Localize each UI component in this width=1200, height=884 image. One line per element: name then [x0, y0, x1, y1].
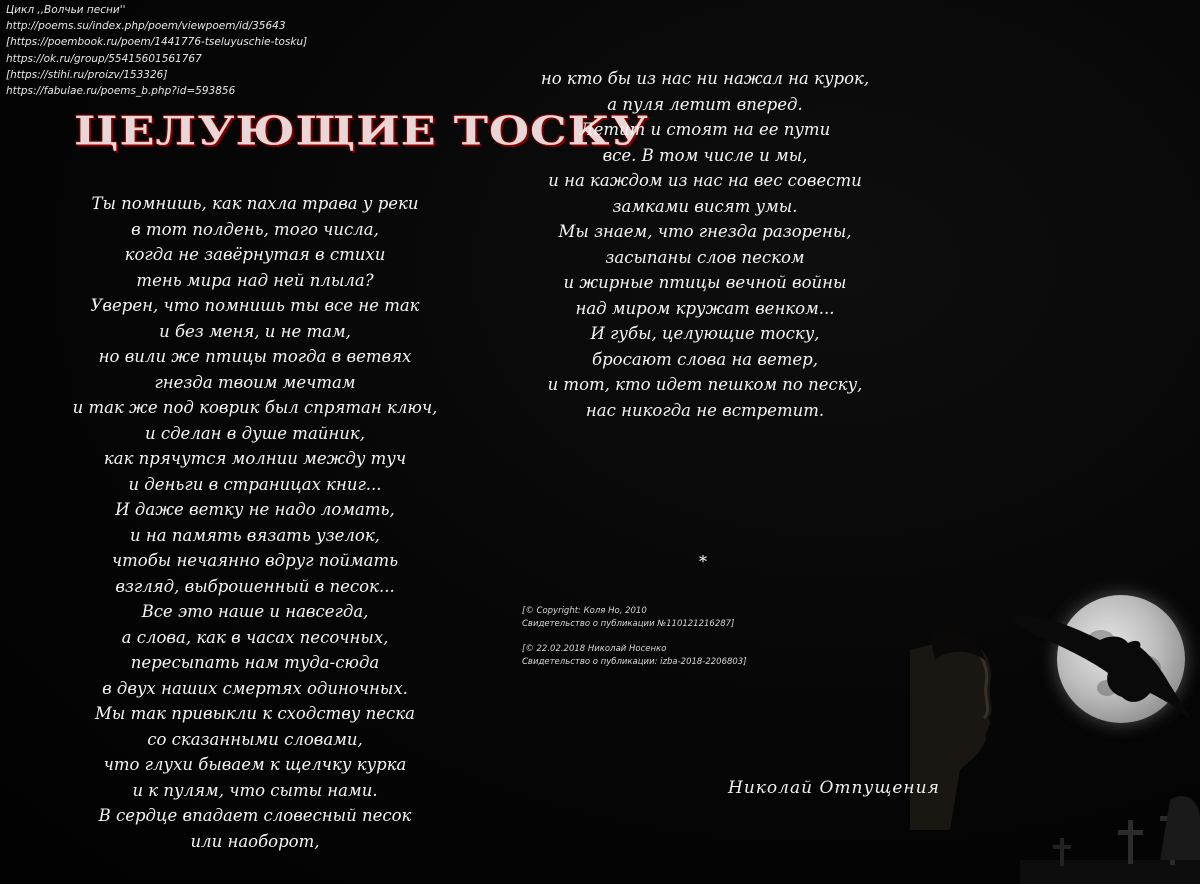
raven-icon [1010, 605, 1200, 725]
separator-star: * [699, 552, 707, 571]
poem-line: но вили же птицы тогда в ветвях [98, 347, 412, 366]
link-stihi[interactable]: [https://stihi.ru/proizv/153326] [6, 68, 168, 81]
copyright-line: [© Copyright: Коля Но, 2010 [522, 606, 647, 616]
poem-line: как прячутся молнии между туч [103, 449, 407, 468]
poem-line: над миром кружат венком... [575, 298, 835, 318]
poem-line: взгляд, выброшенный в песок... [115, 576, 395, 596]
copyright-line: [© 22.02.2018 Николай Носенко [522, 644, 667, 654]
copyright-block-2 [522, 643, 747, 668]
link-fabulae[interactable]: https://fabulae.ru/poems_b.php?id=593856 [6, 85, 236, 98]
poem-line: Все это наше и навсегда, [141, 602, 369, 621]
graveyard-crosses-icon [1020, 780, 1200, 884]
poem-line: а пуля летит вперед. [607, 94, 803, 114]
poem-left-column [40, 191, 470, 854]
poem-line: и так же под коврик был спрятан ключ, [72, 398, 438, 417]
link-ok-ru[interactable]: https://ok.ru/group/55415601561767 [6, 52, 202, 65]
link-poems-su[interactable]: http://poems.su/index.php/poem/viewpoem/id/35643 [6, 20, 286, 33]
poem-line: нас никогда не встретит. [585, 400, 825, 420]
moon-raven-illustration [900, 580, 1200, 884]
poem-right-column [480, 66, 930, 423]
poem-line: пересыпать нам туда-сюда [130, 653, 380, 672]
author-signature: Николай Отпущения [728, 778, 940, 798]
poem-line: и сделан в душе тайник, [144, 423, 365, 443]
poem-line: и жирные птицы вечной войны [563, 273, 847, 292]
poem-line: но кто бы из нас ни нажал на курок, [540, 69, 870, 88]
source-links [6, 2, 307, 99]
poem-line: и тот, кто идет пешком по песку, [547, 375, 863, 394]
poem-line: все. В том числе и мы, [602, 145, 808, 165]
poem-line: Летит и стоят на ее пути [579, 120, 831, 139]
poem-line: гнезда твоим мечтам [154, 372, 356, 392]
poem-line: И даже ветку не надо ломать, [115, 500, 395, 519]
copyright-line: Свидетельство о публикации №110121216287] [522, 618, 735, 629]
poem-line: Мы знаем, что гнезда разорены, [558, 222, 852, 241]
poem-line: в двух наших смертях одиночных. [102, 678, 408, 698]
poem-line: И губы, целующие тоску, [590, 324, 820, 343]
poem-line: и на память вязать узелок, [130, 525, 380, 545]
poem-line: и без меня, и не там, [159, 321, 351, 341]
poem-line: когда не завёрнутая в стихи [124, 245, 386, 264]
poem-line: замками висят умы. [612, 196, 798, 216]
poem-line: Уверен, что помнишь ты все не так [90, 296, 420, 315]
man-profile-icon [910, 630, 1000, 830]
poem-line: чтобы нечаянно вдруг поймать [111, 551, 399, 570]
poem-line: что глухи бываем к щелчку курка [103, 755, 407, 774]
poem-line: или наоборот, [190, 831, 320, 851]
poem-line: бросают слова на ветер, [592, 349, 818, 369]
poem-line: Ты помнишь, как пахла трава у реки [91, 194, 419, 213]
poem-line: и на каждом из нас на вес совести [548, 171, 862, 190]
poem-line: и к пулям, что сыты нами. [132, 780, 378, 800]
copyright-block-1 [522, 605, 734, 630]
cycle-name: Цикл ,,Волчьи песни'' [6, 4, 126, 16]
poem-line: и деньги в страницах книг... [128, 474, 382, 494]
poem-line: в тот полдень, того числа, [131, 219, 379, 239]
poem-line: В сердце впадает словесный песок [98, 806, 412, 825]
poem-line: тень мира над ней плыла? [136, 270, 374, 290]
copyright-line: Свидетельство о публикации: izba-2018-2206803] [522, 656, 747, 667]
poem-title: ЦЕЛУЮЩИЕ ТОСКУ [74, 108, 649, 154]
poem-line: Мы так привыкли к сходству песка [95, 704, 415, 723]
poem-line: а слова, как в часах песочных, [121, 627, 389, 647]
poem-line: со сказанными словами, [147, 729, 363, 749]
link-poembook[interactable]: [https://poembook.ru/poem/1441776-tseluyuschie-tosku] [6, 36, 308, 49]
poem-line: засыпаны слов песком [605, 247, 805, 267]
